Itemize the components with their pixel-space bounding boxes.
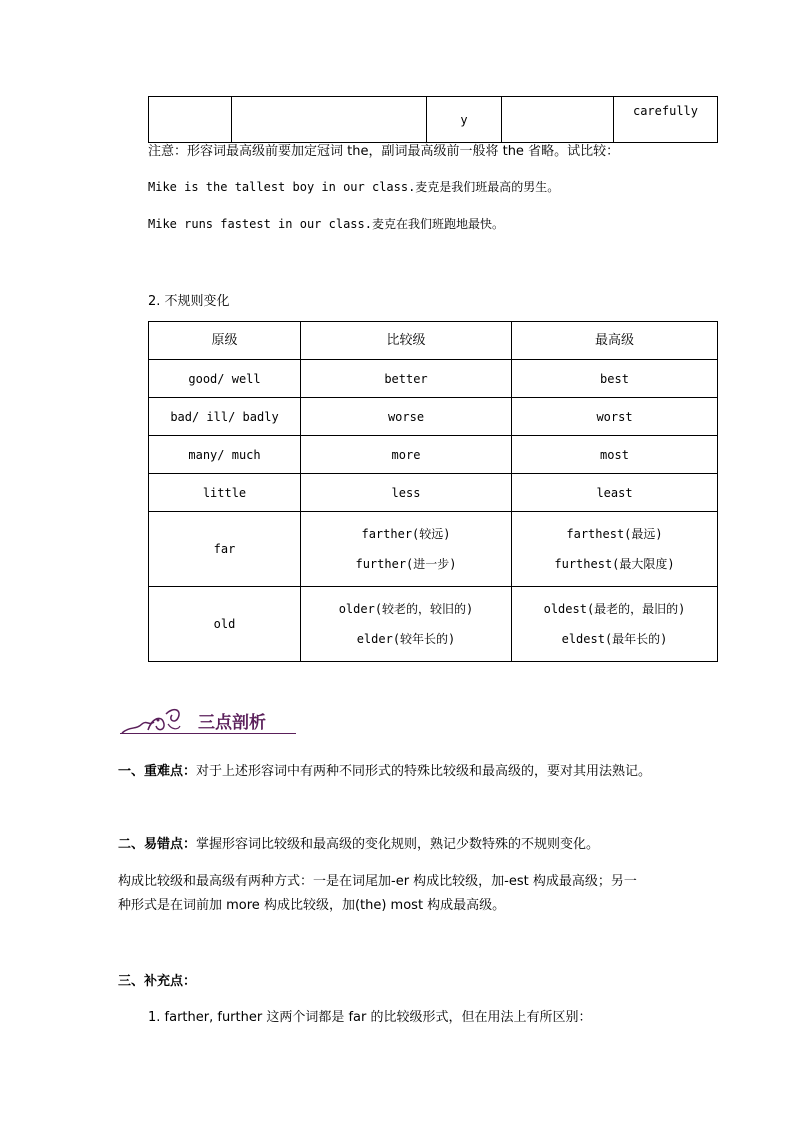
table-cell: better (301, 360, 512, 398)
header-comparative: 比较级 (301, 322, 512, 360)
section-3-item-1: 1. farther, further 这两个词都是 far 的比较级形式，但在用法上有所区别： (148, 1010, 592, 1025)
table-row (149, 97, 718, 143)
header-superlative: 最高级 (512, 322, 718, 360)
table-cell: more (301, 436, 512, 474)
table-row (149, 398, 718, 436)
section-1-text: 对于上述形容词中有两种不同形式的特殊比较级和最高级的，要对其用法熟记。 (196, 764, 652, 779)
banner-underline (120, 733, 296, 734)
section-1 (118, 760, 651, 779)
far-superlative-1: farthest(最远) (566, 527, 663, 541)
table-cell (301, 512, 512, 587)
table-cell (301, 587, 512, 662)
section-1-label: 一、重难点： (118, 764, 197, 779)
section-3 (118, 970, 196, 989)
table-row-far (149, 512, 718, 587)
note-text: 注意：形容词最高级前要加定冠词 the，副词最高级前一般将 the 省略。试比较： (148, 144, 620, 159)
table-cell: good/ well (149, 360, 301, 398)
table-row-old (149, 587, 718, 662)
table-cell: less (301, 474, 512, 512)
table-cell: most (512, 436, 718, 474)
example-sentence-2: Mike runs fastest in our class.麦克在我们班跑地最快。 (148, 217, 504, 231)
old-superlative-2: eldest(最年长的) (561, 632, 668, 646)
table-cell: many/ much (149, 436, 301, 474)
old-comparative-1: older(较老的，较旧的) (338, 602, 474, 616)
table-cell: bad/ ill/ badly (149, 398, 301, 436)
example-sentence-1: Mike is the tallest boy in our class.麦克是我们班最高的男生。 (148, 180, 560, 194)
table-cell (149, 97, 232, 143)
section-2-paragraph-line-1: 构成比较级和最高级有两种方式：一是在词尾加-er 构成比较级，加-est 构成最高级；另一 (118, 874, 637, 889)
section-banner (118, 700, 298, 740)
top-comparison-table (148, 96, 718, 143)
header-base: 原级 (149, 322, 301, 360)
far-superlative-2: furthest(最大限度) (554, 557, 675, 571)
section-2-label: 二、易错点： (118, 837, 197, 852)
table-row (149, 436, 718, 474)
table-cell: old (149, 587, 301, 662)
section-2-paragraph-line-2: 种形式是在词前加 more 构成比较级，加(the) most 构成最高级。 (118, 898, 506, 913)
irregular-heading: 2. 不规则变化 (148, 294, 230, 309)
table-cell: y (427, 97, 502, 143)
table-cell: far (149, 512, 301, 587)
table-cell (512, 587, 718, 662)
table-header-row (149, 322, 718, 360)
far-comparative-2: further(进一步) (355, 557, 457, 571)
old-superlative-1: oldest(最老的，最旧的) (543, 602, 686, 616)
far-comparative-1: farther(较远) (361, 527, 451, 541)
old-comparative-2: elder(较年长的) (356, 632, 456, 646)
section-3-label: 三、补充点： (118, 974, 197, 989)
table-row (149, 360, 718, 398)
irregular-forms-table (148, 321, 718, 662)
section-2-text: 掌握形容词比较级和最高级的变化规则，熟记少数特殊的不规则变化。 (196, 837, 600, 852)
table-cell (512, 512, 718, 587)
table-cell: carefully (614, 97, 718, 143)
flourish-icon (118, 700, 198, 740)
table-row (149, 474, 718, 512)
table-cell: best (512, 360, 718, 398)
table-cell: worse (301, 398, 512, 436)
table-cell: little (149, 474, 301, 512)
table-cell (232, 97, 427, 143)
table-cell (502, 97, 614, 143)
banner-title: 三点剖析 (198, 713, 266, 733)
section-2 (118, 833, 599, 852)
table-cell: worst (512, 398, 718, 436)
table-cell: least (512, 474, 718, 512)
